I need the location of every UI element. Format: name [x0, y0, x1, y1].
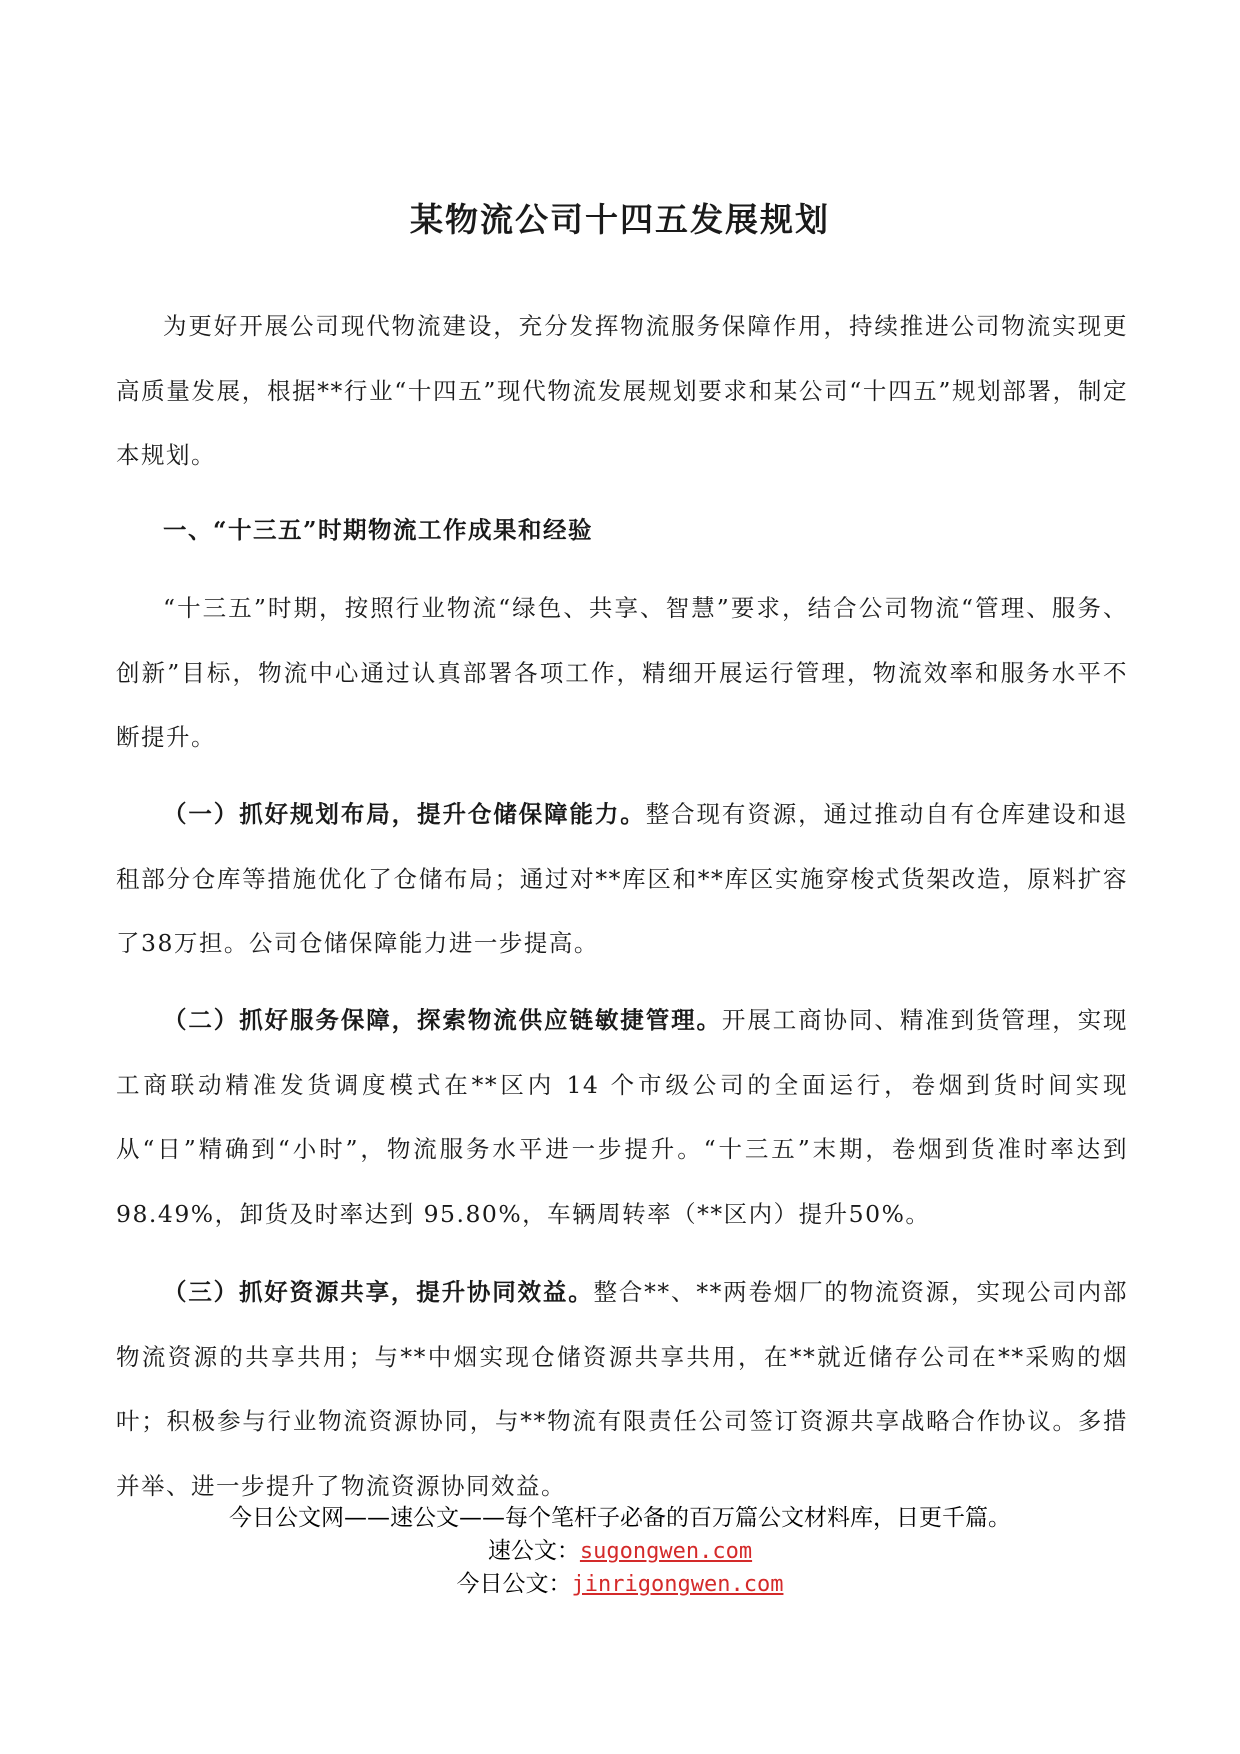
sugongwen-link[interactable]: sugongwen.com — [579, 1539, 753, 1564]
intro-paragraph: 为更好开展公司现代物流建设，充分发挥物流服务保障作用，持续推进公司物流实现更高质量发展，根据**行业“十四五”现代物流发展规划要求和某公司“十四五”规划部署，制定本规划。 — [116, 312, 1128, 469]
subsection-3-paragraph — [116, 1260, 1128, 1518]
summary-paragraph: “十三五”时期，按照行业物流“绿色、共享、智慧”要求，结合公司物流“管理、服务、创新”目标，物流中心通过认真部署各项工作，精细开展运行管理，物流效率和服务水平不断提升。 — [116, 594, 1128, 751]
footer-jinrigongwen-line — [0, 1568, 1240, 1601]
footer — [0, 1502, 1240, 1601]
subsection-1-text: 整合现有资源，通过推动自有仓库建设和退租部分仓库等措施优化了仓储布局；通过对**库区和**库区实施穿梭式货架改造，原料扩容了38万担。公司仓储保障能力进一步提高。 — [116, 800, 1129, 957]
footer-slogan: 今日公文网——速公文——每个笔杆子必备的百万篇公文材料库，日更千篇。 — [229, 1505, 1011, 1531]
section-heading: 一、“十三五”时期物流工作成果和经验 — [163, 516, 594, 544]
subsection-1-paragraph — [116, 782, 1128, 976]
subsection-3-text: 整合**、**两卷烟厂的物流资源，实现公司内部物流资源的共享共用；与**中烟实现仓储资源共享共用，在**就近储存公司在**采购的烟叶；积极参与行业物流资源协同，与**物流有限责任公司签订资源共享战略合作协议。多措并举、进一步提升了物流资源协同效益。 — [116, 1278, 1129, 1500]
footer-sugongwen-line — [0, 1535, 1240, 1568]
document-title: 某物流公司十四五发展规划 — [410, 200, 830, 239]
subsection-2-text: 开展工商协同、精准到货管理，实现工商联动精准发货调度模式在**区内 14 个市级公司的全面运行，卷烟到货时间实现从“日”精确到“小时”，物流服务水平进一步提升。“十三五”末期，卷烟到货准时率达到98.49%，卸货及时率达到 95.80%，车辆周转率（**区内）提升50%。 — [116, 1006, 1129, 1228]
footer-sugongwen-label: 速公文： — [487, 1538, 580, 1564]
subsection-1-lead: （一）抓好规划布局，提升仓储保障能力。 — [163, 800, 646, 828]
subsection-2-lead: （二）抓好服务保障，探索物流供应链敏捷管理。 — [163, 1006, 722, 1034]
subsection-3-lead: （三）抓好资源共享，提升协同效益。 — [163, 1278, 594, 1306]
jinrigongwen-link[interactable]: jinrigongwen.com — [571, 1572, 784, 1597]
footer-jinrigongwen-label: 今日公文： — [456, 1571, 572, 1597]
subsection-2-paragraph — [116, 988, 1128, 1246]
